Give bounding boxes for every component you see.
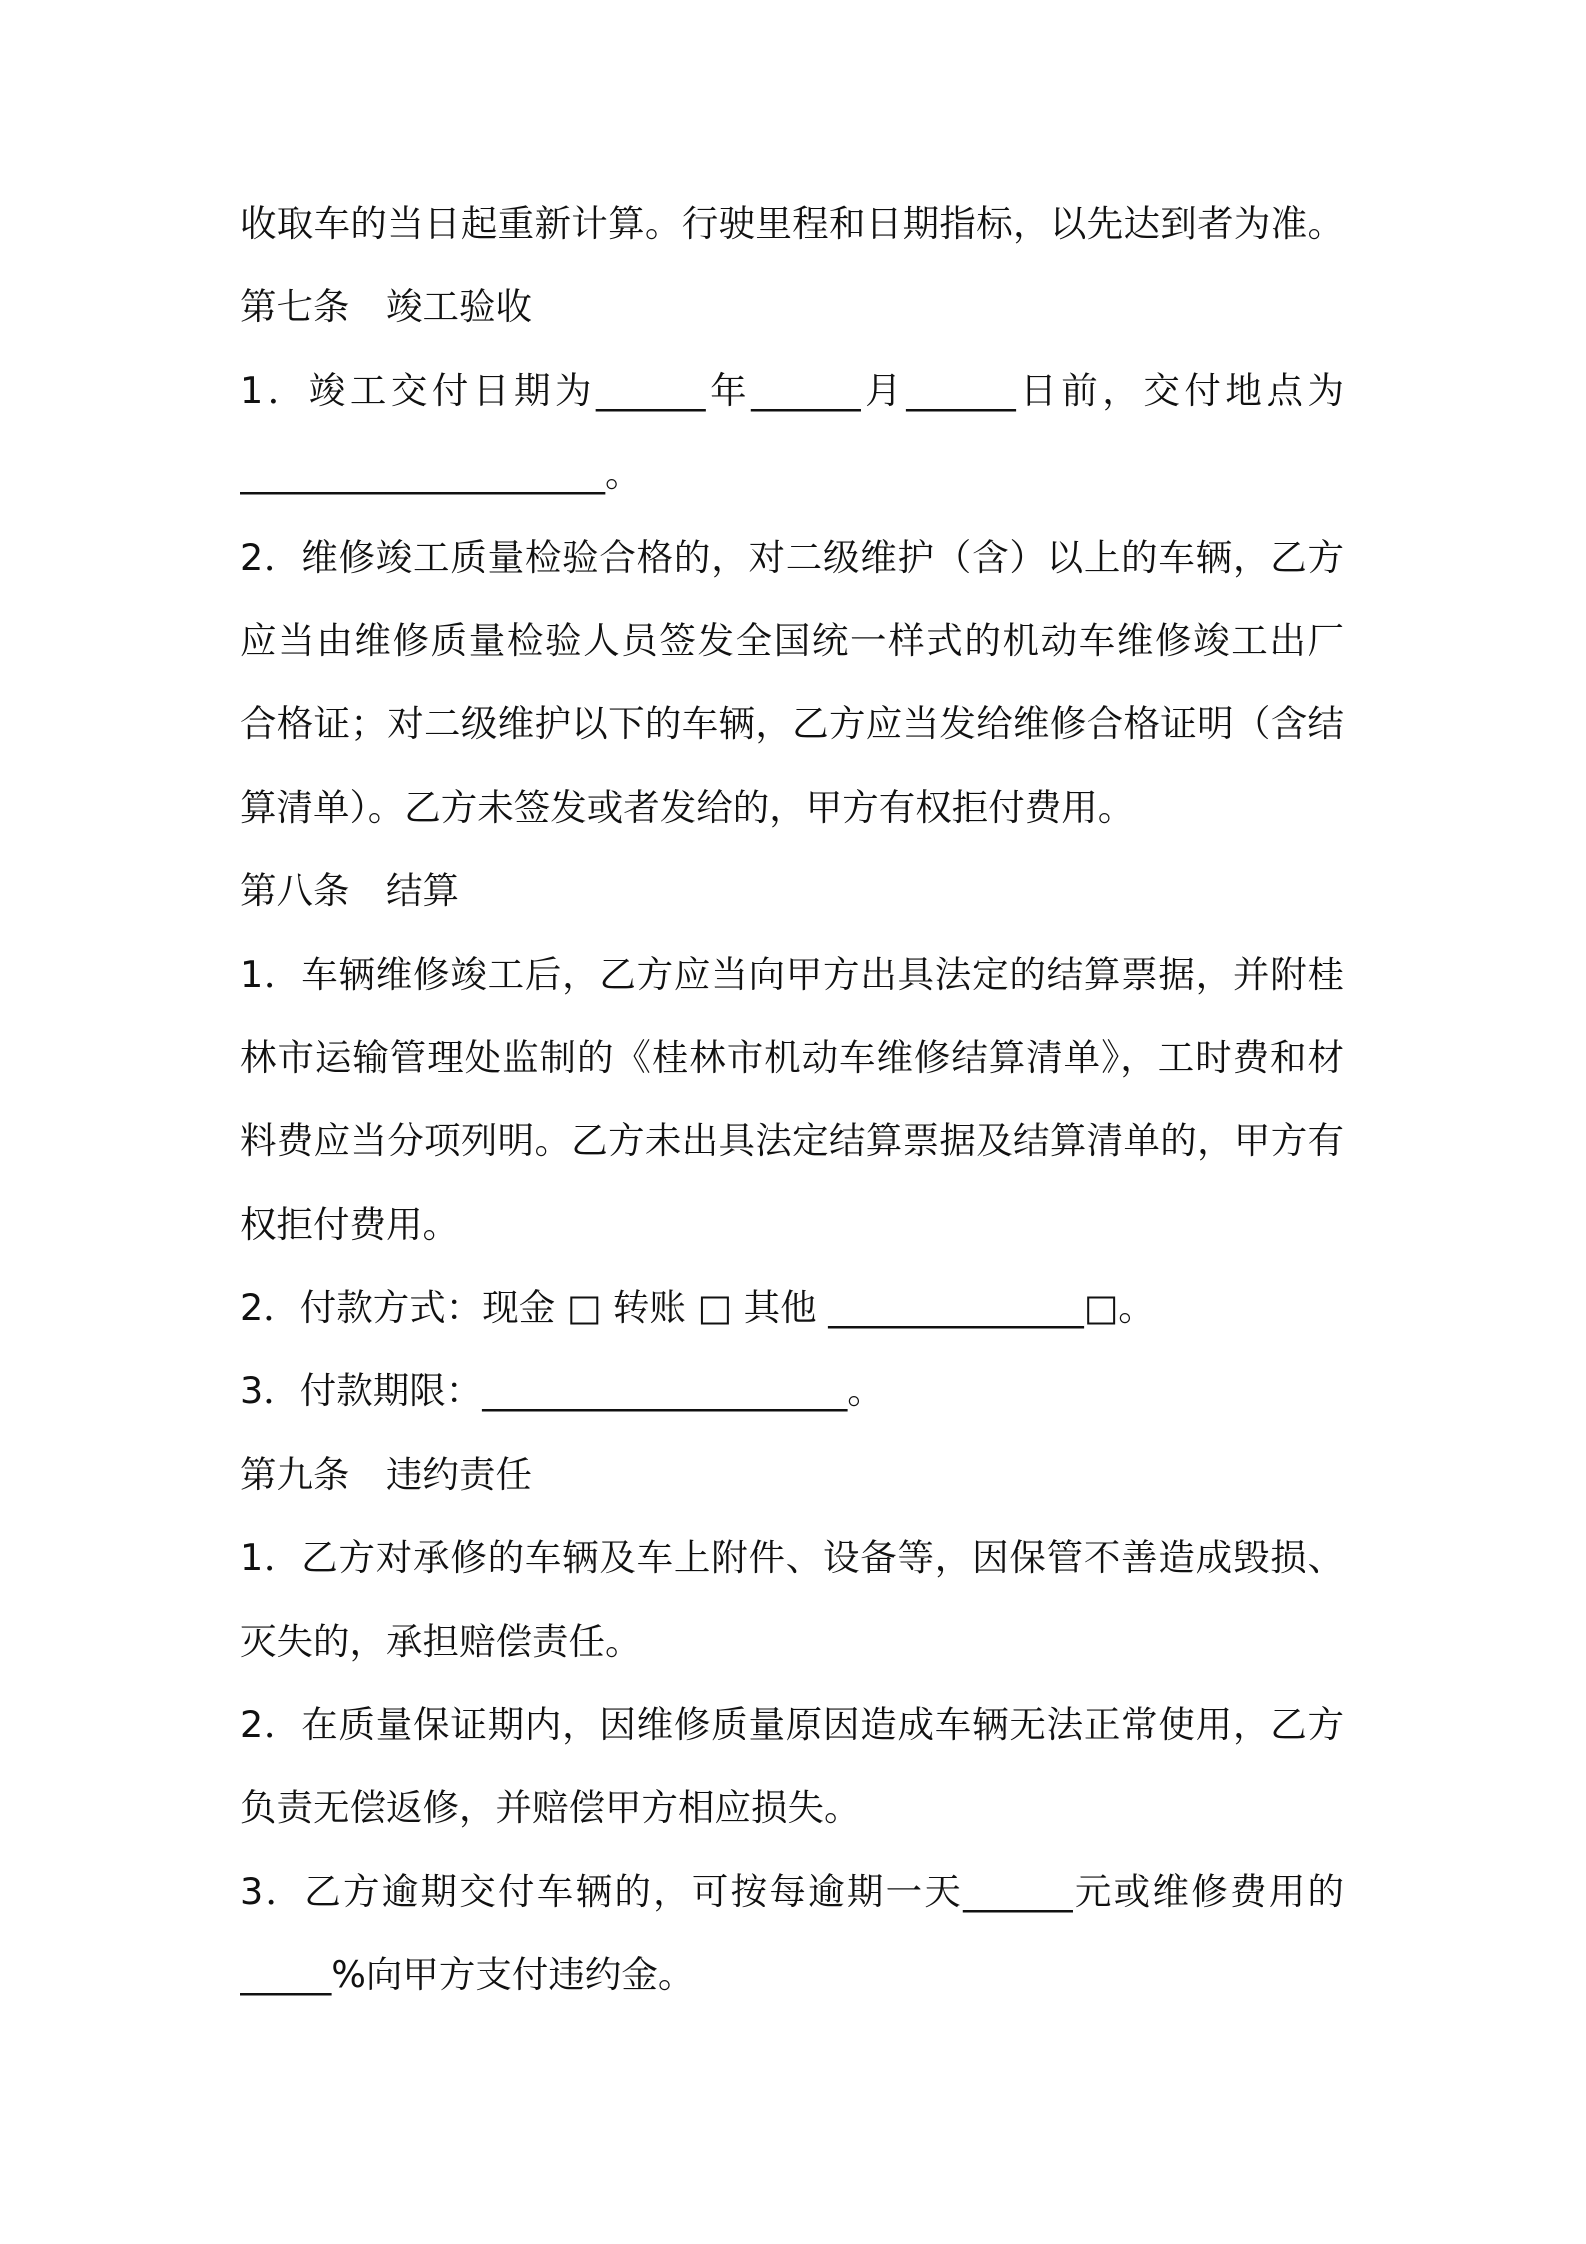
article-9-clause-3-line: 3．乙方逾期交付车辆的，可按每逾期一天______元或维修费用的 bbox=[240, 1869, 1344, 1913]
article-9-clause-2-line: 负责无偿返修，并赔偿甲方相应损失。 bbox=[240, 1786, 861, 1830]
article-7-clause-2-line: 合格证；对二级维护以下的车辆，乙方应当发给维修合格证明（含结 bbox=[240, 702, 1344, 746]
article-7-clause-2-line: 应当由维修质量检验人员签发全国统一样式的机动车维修竣工出厂 bbox=[240, 618, 1344, 662]
article-7-heading: 第七条 竣工验收 bbox=[240, 285, 532, 329]
article-7-clause-1-line: 1．竣工交付日期为______年______月______日前，交付地点为 bbox=[240, 368, 1344, 412]
article-9-heading: 第九条 违约责任 bbox=[240, 1452, 532, 1496]
article-8-clause-1-line: 料费应当分项列明。乙方未出具法定结算票据及结算清单的，甲方有 bbox=[240, 1119, 1344, 1163]
document-body bbox=[240, 182, 1344, 2017]
article-9-clause-2-line: 2．在质量保证期内，因维修质量原因造成车辆无法正常使用，乙方 bbox=[240, 1703, 1344, 1747]
article-7-clause-1-line: ____________________。 bbox=[240, 452, 642, 496]
article-9-clause-3-line: _____%向甲方支付违约金。 bbox=[240, 1953, 695, 1997]
continuation-line: 收取车的当日起重新计算。行驶里程和日期指标，以先达到者为准。 bbox=[240, 202, 1344, 245]
article-7-clause-2-line: 2．维修竣工质量检验合格的，对二级维护（含）以上的车辆，乙方 bbox=[240, 535, 1344, 579]
article-8-clause-2-payment-method: 2．付款方式：现金 □ 转账 □ 其他 ______________□。 bbox=[240, 1286, 1155, 1330]
article-8-heading: 第八条 结算 bbox=[240, 869, 459, 913]
article-8-clause-1-line: 权拒付费用。 bbox=[240, 1202, 459, 1246]
article-8-clause-1-line: 林市运输管理处监制的《桂林市机动车维修结算清单》，工时费和材 bbox=[240, 1035, 1344, 1079]
article-7-clause-2-line: 算清单）。乙方未签发或者发给的，甲方有权拒付费用。 bbox=[240, 785, 1135, 829]
article-9-clause-1-line: 灭失的，承担赔偿责任。 bbox=[240, 1619, 642, 1663]
article-8-clause-3-payment-term: 3．付款期限：____________________。 bbox=[240, 1369, 884, 1413]
article-9-clause-1-line: 1．乙方对承修的车辆及车上附件、设备等，因保管不善造成毁损、 bbox=[240, 1536, 1344, 1580]
article-8-clause-1-line: 1．车辆维修竣工后，乙方应当向甲方出具法定的结算票据，并附桂 bbox=[240, 952, 1344, 996]
